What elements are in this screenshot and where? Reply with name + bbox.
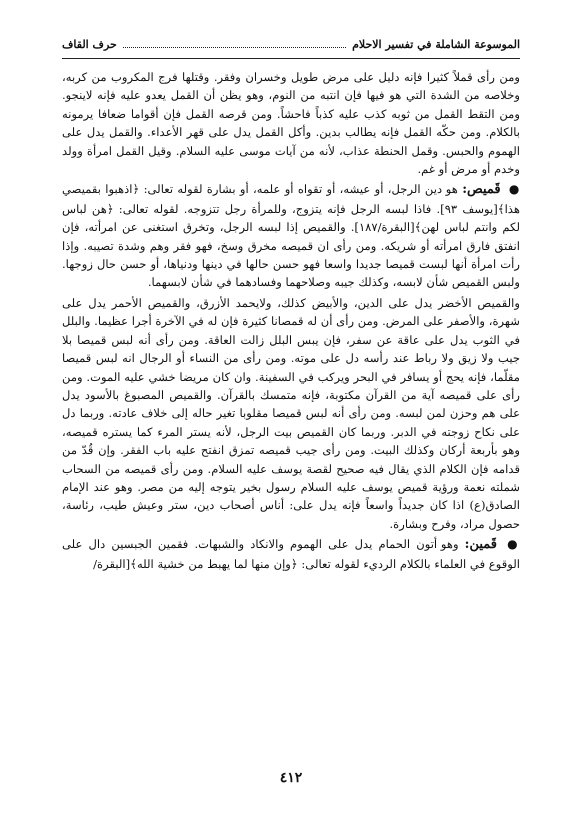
entry-term-qamis: قَميص: bbox=[462, 182, 501, 198]
entry-qamin bbox=[62, 535, 520, 573]
paragraph-qamis-colors: والقميص الأخضر يدل على الدين، والأبيض كذلك، ولايحمد الأزرق، والقميص الأحمر يدل على شهرة، والأصفر على المرض. ومن رأى أن له قمصانا كثيرة فإن له في الآخرة أجرا عظيما. والبلل في الثوب يدل على عاقة عن سفر، فإن يبس البلل زالت العاقة. ومن رأى أنه لبس قميصا بلا جيب ولا زيق ولا رباط عند رأسه دل على موته. ومن رأى من النساء أو الرجال انه لبس قميصا مقلّما، فإنه يحج أو يسافر في البحر ويركب في السفينة. وان كان مريضا خشي عليه الموت. ومن رأى على قميصه آية من القرآن مكتوبة، فإنه متمسك بالقرآن. والقميص المصبوغ بالأسود يدل على هم وحزن لمن لبسه. ومن رأى أنه لبس قميصا مقلوبا تغير حاله إلى خلاف عادته. وربما دل على نكاح زوجته في الدبر. وربما كان القميص بيت الرجل، لأنه يستر المرء كما يستره قميصه، وهو بأربعة أركان وكذلك البيت. ومن رأى جيب قميصه تمزق انفتح عليه باب الفقر. وإن قُدّ من قدامه فإن الكلام الذي يقال فيه صحيح لقصة يوسف عليه السلام. ومن رأى قميصه من السحاب شملته نعمة ورؤية قميص يوسف عليه السلام رسول بخير يتوجه إليه من مصر. وهو عند الإمام الصادق(ع) اذا كان جديداً واسعاً فإنه يدل على: أناس أصحاب دين، ستر وعيش طيب، رئاسة، حصول مراد، وفرح وبشارة. bbox=[62, 295, 520, 531]
bullet-icon: ● bbox=[508, 182, 521, 197]
entry-text-qamin: وهو أتون الحمام يدل على الهموم والانكاد والشبهات. فقمين الجبسين دال على الوقوع في العلماء بالكلام الرديء لقوله تعالى: ﴿وإن منها لما يهبط من خشية الله﴾[البقرة/ bbox=[62, 537, 520, 571]
running-header bbox=[62, 38, 520, 56]
header-section-label: حرف القاف bbox=[62, 38, 117, 51]
entry-term-qamin: قَمين: bbox=[464, 537, 498, 553]
page-number: ٤١٢ bbox=[279, 770, 303, 786]
header-book-title: الموسوعة الشاملة في تفسير الاحلام bbox=[352, 38, 520, 51]
entry-qamis bbox=[62, 180, 520, 291]
entry-text-qamis: هو دين الرجل، أو عيشه، أو تقواه أو علمه، أو بشارة لقوله تعالى: ﴿اذهبوا بقميصي هذا﴾[يوسف ٩٣]. فاذا لبسه الرجل فإنه يتزوج، وللمرأة رجل تتزوجه. لقوله تعالى: ﴿هن لباس لكم وانتم لباس لهن﴾[البقرة/١٨٧]. والقميص إذا لبسه الرجل، وتخرق استغنى عن امرأته، فإن انفتق فارق امرأته أو شريكه. ومن رأى ان قميصه مخرق وسخ، فهو فقر وهم وشدة تصيبه. وإذا رأت امرأة أنها لبست قميصا جديدا واسعا فهو حسن حالها في دينها ودنياها، أو حسن حال زوجها. ولبس القميص شأن لابسه، وكذلك جيبه وصلاحهما وفسادهما في شأن لابسهما. bbox=[62, 182, 521, 290]
header-dot-leader bbox=[123, 47, 346, 48]
bullet-icon: ● bbox=[507, 537, 521, 552]
page-body bbox=[62, 68, 520, 583]
header-rule bbox=[62, 58, 520, 59]
paragraph-lice: ومن رأى قملاً كثيرا فإنه دليل على مرض طويل وخسران وفقر. وقتلها فرج المكروب من كربه، وخلاصه من الشدة التي هو فيها فإن انتبه من النوم، وهو يظن أن القمل يعدو عليه فإنه لاينجو. ومن التقط القمل من ثوبه كذب عليه كذباً فاحشاً. ومن قرصه القمل فإن أقواما ضعافا يرمونه بالكلام. ومن حكّه القمل فإنه يطالب بدين. وأكل القمل يدل على قهر الأعداء. والقمل يدل على الهموم والحبس. وقمل الحنطة عذاب، لأنه من آيات موسى عليه السلام. وقيل القمل امرأة وولد وخدم أو مرض أو غم. bbox=[62, 70, 520, 177]
